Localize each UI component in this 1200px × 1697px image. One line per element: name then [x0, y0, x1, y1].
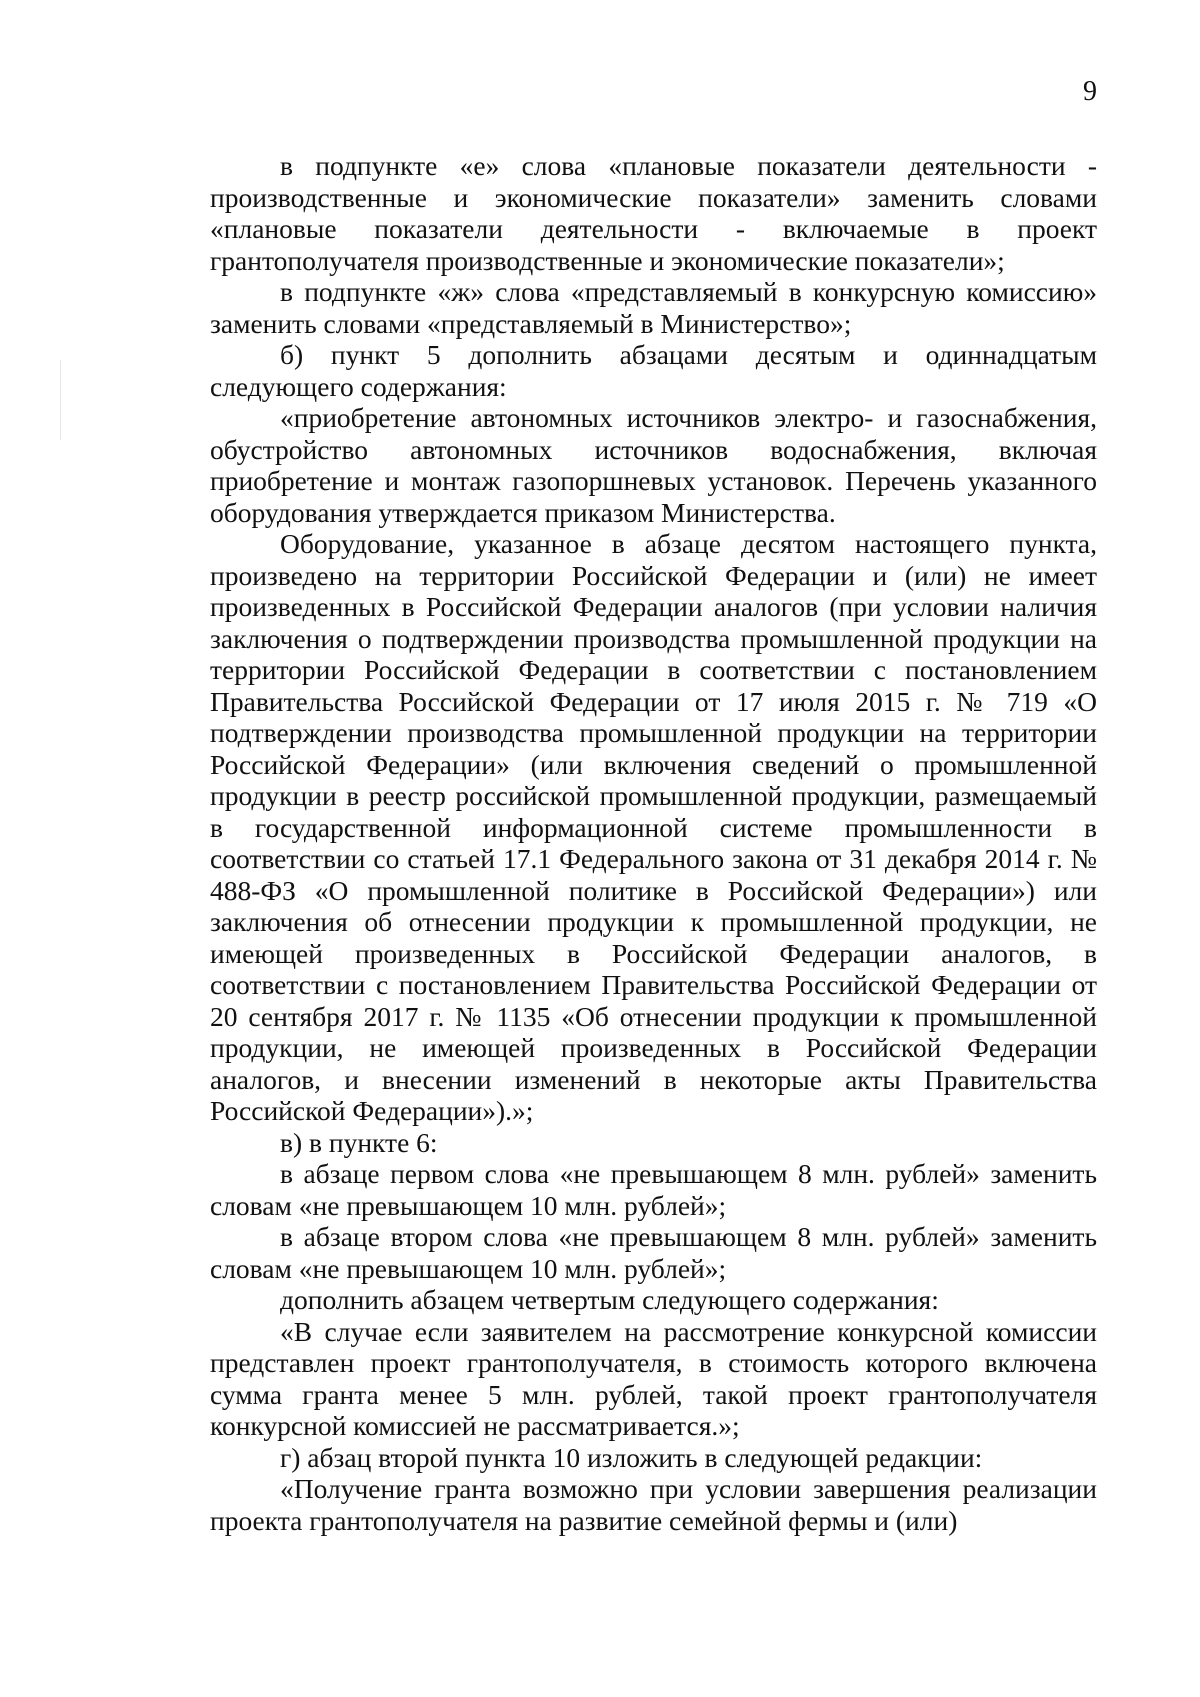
paragraph-item-v: в) в пункте 6:: [280, 1126, 438, 1158]
document-body: [210, 150, 1097, 1536]
paragraph-subitem-e: в подпункте «е» слова «плановые показатели деятельности - производственные и экономические показатели» заменить словами «плановые показатели деятельности - включаемые в проект грантополучателя производственные и экономические показатели»;: [210, 150, 1097, 276]
paragraph-add-fourth: дополнить абзацем четвертым следующего содержания:: [280, 1284, 939, 1315]
paragraph-grant-condition: «Получение гранта возможно при условии завершения реализации проекта грантополучателя на развитие семейной фермы и (или): [210, 1473, 1097, 1536]
paragraph-item-b: б) пункт 5 дополнить абзацами десятым и одиннадцатым следующего содержания:: [210, 339, 1097, 402]
paragraph-second-abzats: в абзаце втором слова «не превышающем 8 млн. рублей» заменить словам «не превышающем 10 млн. рублей»;: [210, 1221, 1097, 1284]
paragraph-equipment-acquisition: «приобретение автономных источников электро- и газоснабжения, обустройство автономных источников водоснабжения, включая приобретение и монтаж газопоршневых установок. Перечень указанного оборудования утверждается приказом Министерства.: [210, 402, 1097, 528]
paragraph-item-g: г) абзац второй пункта 10 изложить в следующей редакции:: [280, 1441, 983, 1473]
paragraph-equipment-origin: Оборудование, указанное в абзаце десятом настоящего пункта, произведено на территории Российской Федерации и (или) не имеет произведенных в Российской Федерации аналогов (при условии наличия заключения о подтверждении производства промышленной продукции на территории Российской Федерации в соответствии с постановлением Правительства Российской Федерации от 17 июля 2015 г. № 719 «О подтверждении производства промышленной продукции на территории Российской Федерации» (или включения сведений о промышленной продукции в реестр российской промышленной продукции, размещаемый в государственной информационной системе промышленности в соответствии со статьей 17.1 Федерального закона от 31 декабря 2014 г. № 488-ФЗ «О промышленной политике в Российской Федерации») или заключения об отнесении продукции к промышленной продукции, не имеющей произведенных в Российской Федерации аналогов, в соответствии с постановлением Правительства Российской Федерации от 20 сентября 2017 г. № 1135 «Об отнесении продукции к промышленной продукции, не имеющей произведенных в Российской Федерации аналогов, и внесении изменений в некоторые акты Правительства Российской Федерации»).»;: [210, 528, 1097, 1126]
paragraph-grant-minimum: «В случае если заявителем на рассмотрение конкурсной комиссии представлен проект грантополучателя, в стоимость которого включена сумма гранта менее 5 млн. рублей, такой проект грантополучателя конкурсной комиссией не рассматривается.»;: [210, 1315, 1097, 1441]
paragraph-subitem-zh: в подпункте «ж» слова «представляемый в конкурсную комиссию» заменить словами «представляемый в Министерство»;: [210, 276, 1097, 339]
page-number: 9: [1083, 76, 1097, 107]
scan-artifact-line: [60, 360, 61, 440]
paragraph-first-abzats: в абзаце первом слова «не превышающем 8 млн. рублей» заменить словам «не превышающем 10 млн. рублей»;: [210, 1158, 1097, 1221]
